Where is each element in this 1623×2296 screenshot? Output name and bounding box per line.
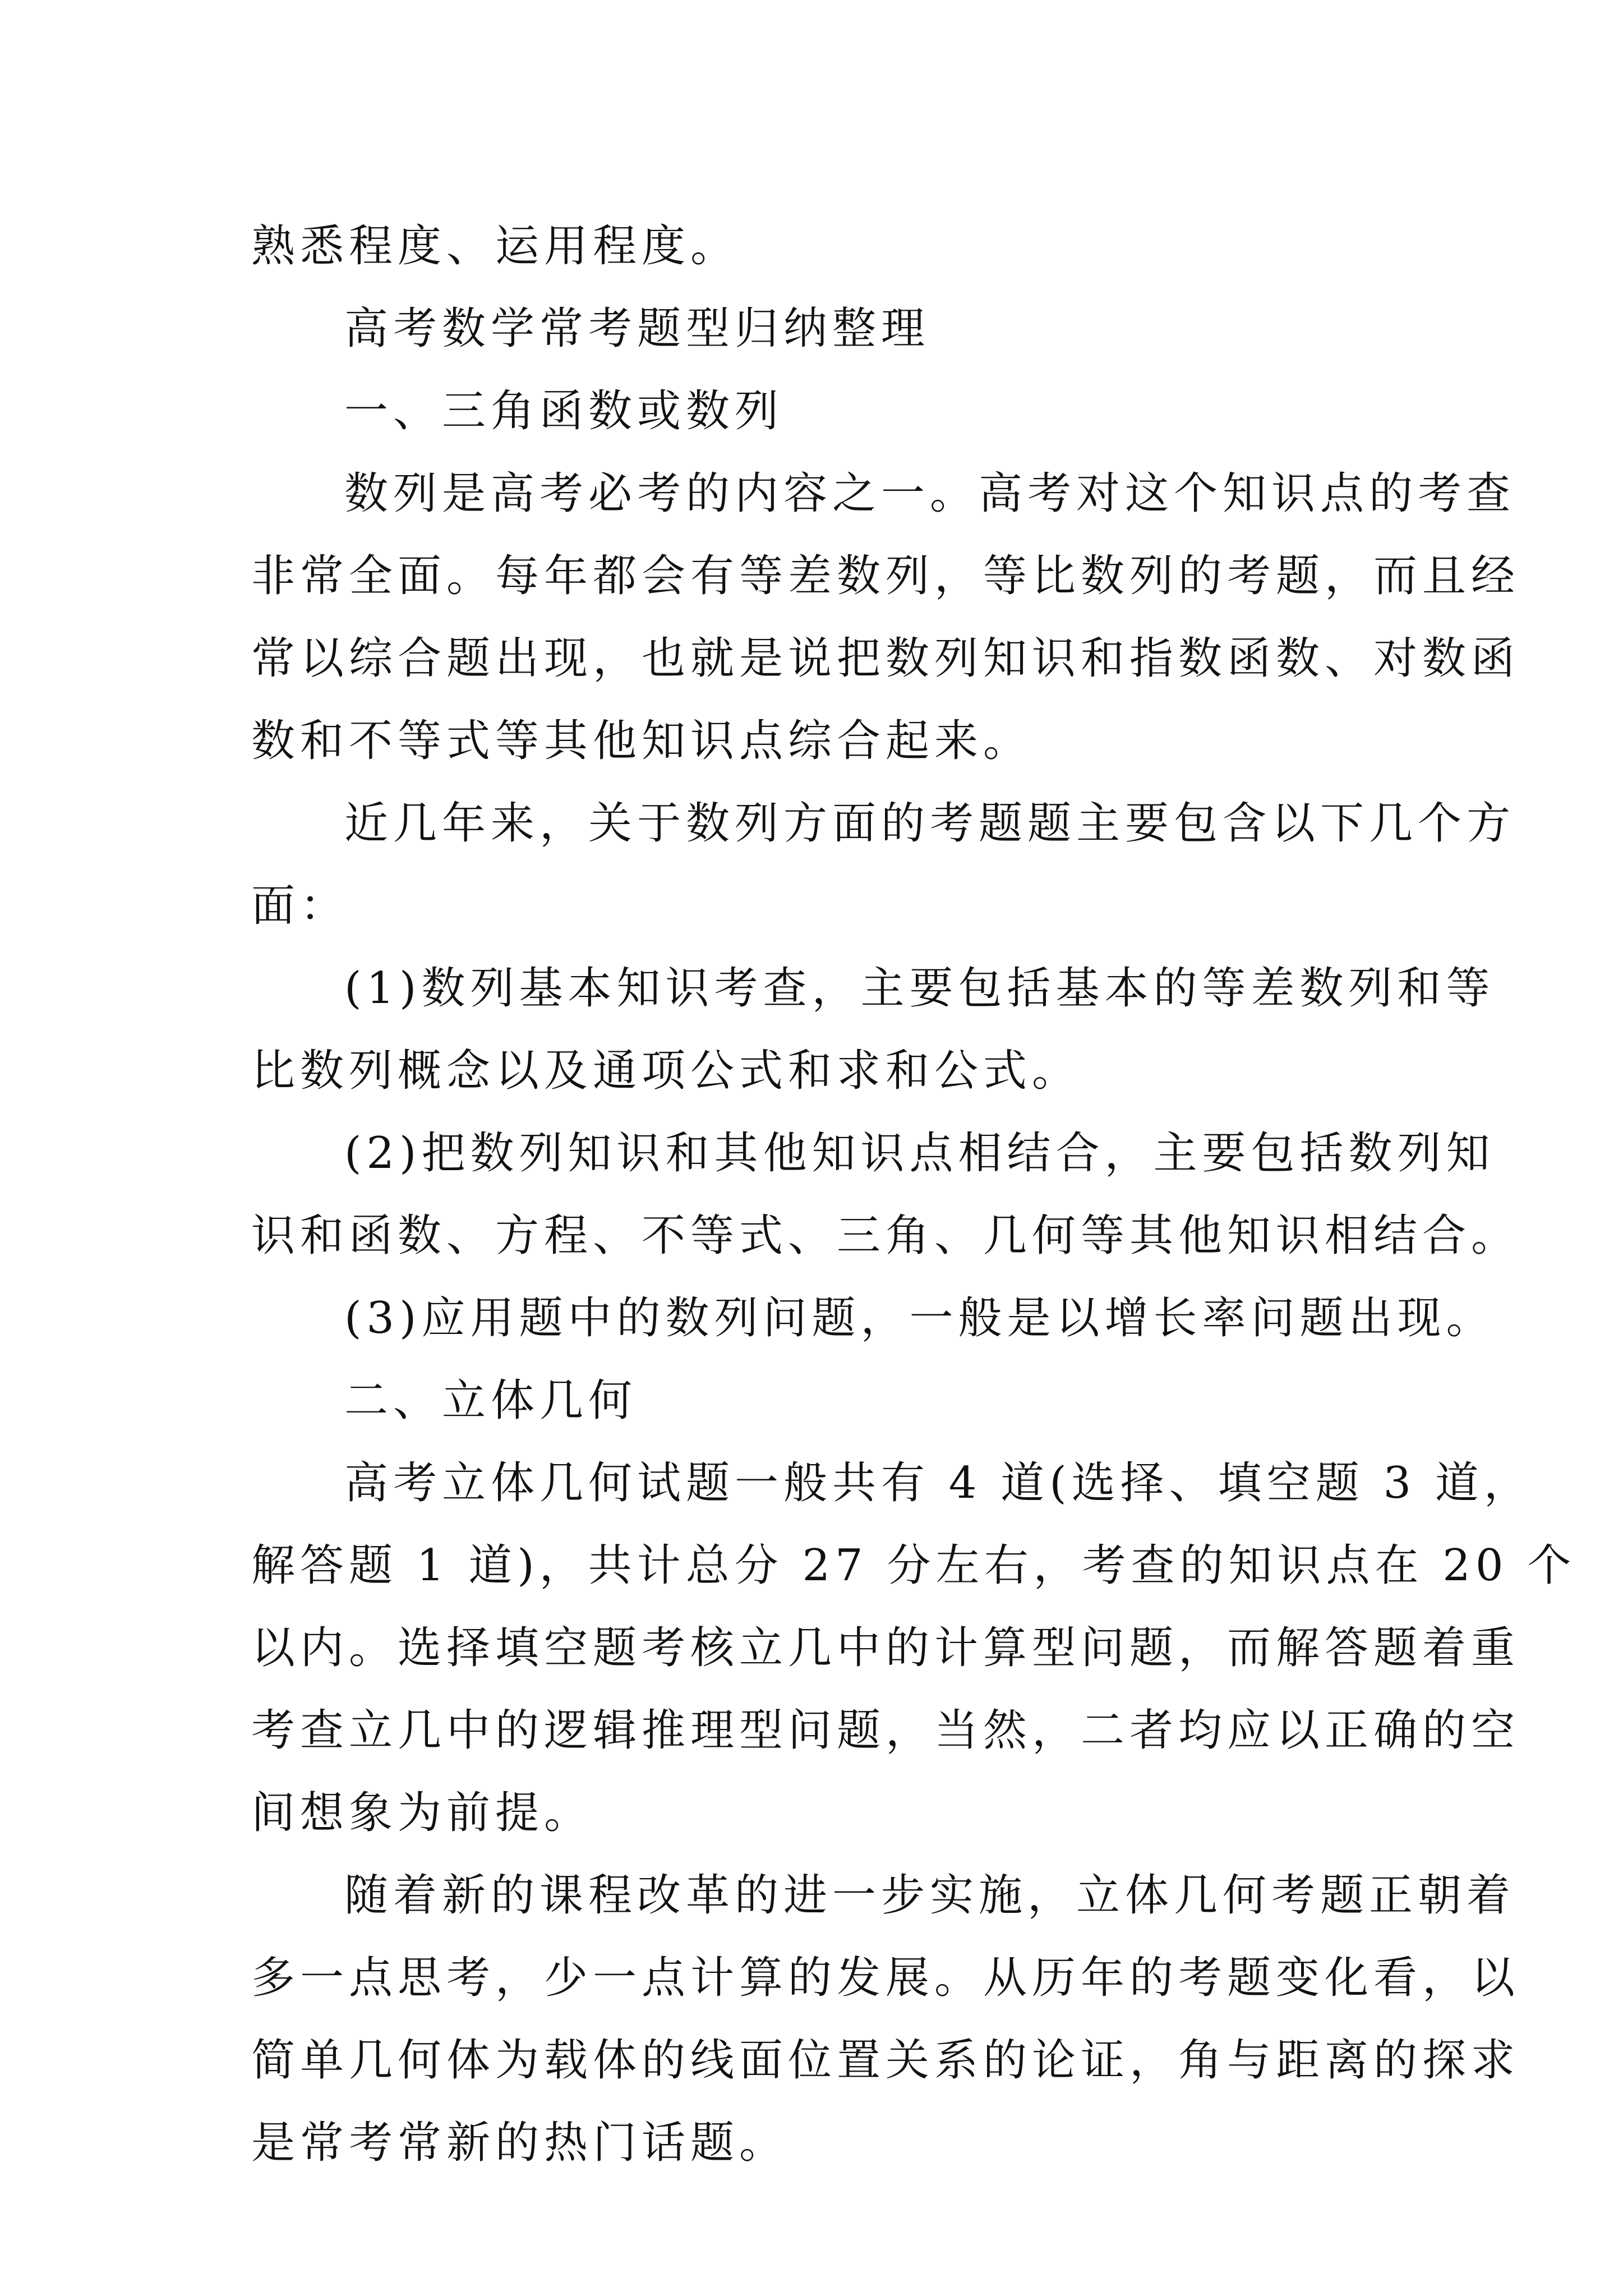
text-line: 简单几何体为载体的线面位置关系的论证，角与距离的探求 [251, 2035, 1520, 2086]
text-line: 非常全面。每年都会有等差数列，等比数列的考题，而且经 [251, 551, 1520, 601]
text-line: 数和不等式等其他知识点综合起来。 [251, 716, 1032, 766]
list-item: (2)把数列知识和其他知识点相结合，主要包括数列知 [344, 1128, 1495, 1179]
text-line: 随着新的课程改革的进一步实施，立体几何考题正朝着 [344, 1870, 1516, 1921]
text-line: 近几年来，关于数列方面的考题题主要包含以下几个方 [344, 798, 1516, 849]
text-line: 是常考常新的热门话题。 [251, 2118, 789, 2168]
section-heading: 高考数学常考题型归纳整理 [344, 303, 930, 354]
subsection-heading: 一、三角函数或数列 [344, 386, 784, 436]
text-line: 间想象为前提。 [251, 1788, 593, 1838]
text-line: 面： [251, 881, 349, 931]
text-line: 数列是高考必考的内容之一。高考对这个知识点的考查 [344, 468, 1516, 519]
subsection-heading: 二、立体几何 [344, 1375, 638, 1426]
text-line: 比数列概念以及通项公式和求和公式。 [251, 1046, 1081, 1096]
text-line: 识和函数、方程、不等式、三角、几何等其他知识相结合。 [251, 1211, 1520, 1261]
text-line: 多一点思考，少一点计算的发展。从历年的考题变化看，以 [251, 1953, 1520, 2003]
text-line: 解答题 1 道)，共计总分 27 分左右，考查的知识点在 20 个 [251, 1540, 1576, 1591]
document-body [251, 205, 1576, 2184]
text-line: 以内。选择填空题考核立几中的计算型问题，而解答题着重 [251, 1623, 1520, 1673]
text-line: 常以综合题出现，也就是说把数列知识和指数函数、对数函 [251, 633, 1520, 684]
list-item: (1)数列基本知识考查，主要包括基本的等差数列和等 [344, 963, 1495, 1014]
text-line: 考查立几中的逻辑推理型问题，当然，二者均应以正确的空 [251, 1705, 1520, 1756]
text-line: 高考立体几何试题一般共有 4 道(选择、填空题 3 道， [344, 1458, 1533, 1508]
text-line: 熟悉程度、运用程度。 [251, 221, 740, 272]
list-item: (3)应用题中的数列问题，一般是以增长率问题出现。 [344, 1293, 1495, 1343]
